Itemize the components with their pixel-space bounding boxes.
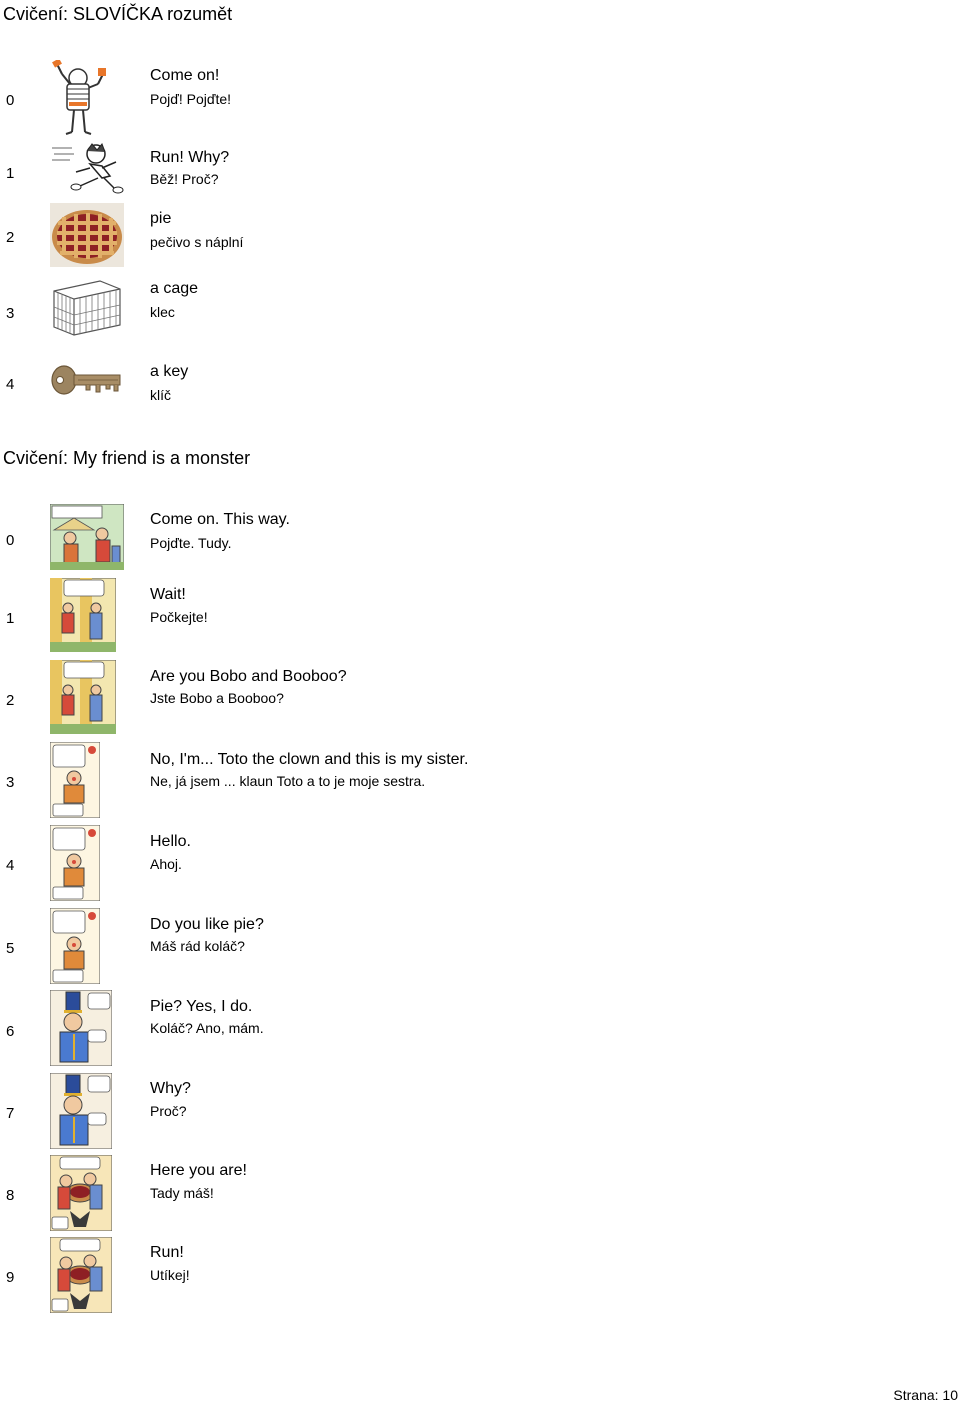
czech-translation: Ahoj. xyxy=(150,856,182,872)
item-number: 2 xyxy=(6,692,15,709)
item-number: 7 xyxy=(6,1105,15,1122)
czech-translation: Utíkej! xyxy=(150,1267,190,1283)
list-item xyxy=(0,1155,960,1231)
comic-panel-circus-icon xyxy=(50,504,124,570)
list-item xyxy=(0,1237,960,1313)
list-item xyxy=(0,1073,960,1149)
english-phrase: a key xyxy=(150,363,189,380)
comic-panel-clown-icon xyxy=(50,742,100,818)
section-title-slovicka: Cvičení: SLOVÍČKA rozumět xyxy=(3,4,233,24)
item-number: 9 xyxy=(6,1269,15,1286)
english-phrase: Hello. xyxy=(150,833,191,850)
czech-translation: Počkejte! xyxy=(150,609,208,625)
item-number: 0 xyxy=(6,532,15,549)
comic-panel-wait-icon xyxy=(50,578,116,652)
list-item xyxy=(0,142,960,198)
english-phrase: pie xyxy=(150,210,172,227)
item-number: 1 xyxy=(6,165,15,182)
item-number: 8 xyxy=(6,1187,15,1204)
czech-translation: Tady máš! xyxy=(150,1185,214,1201)
list-item xyxy=(0,203,960,269)
item-number: 4 xyxy=(6,857,15,874)
english-phrase: Come on! xyxy=(150,67,220,84)
list-item xyxy=(0,578,960,654)
czech-translation: klíč xyxy=(150,387,171,403)
figure-with-arms-up-icon xyxy=(50,60,110,136)
english-phrase: Wait! xyxy=(150,586,186,603)
czech-translation: pečivo s náplní xyxy=(150,234,244,250)
czech-translation: Pojďte. Tudy. xyxy=(150,535,232,551)
comic-panel-wait-icon xyxy=(50,660,116,734)
english-phrase: Do you like pie? xyxy=(150,916,264,933)
english-phrase: Run! Why? xyxy=(150,149,230,166)
english-phrase: Here you are! xyxy=(150,1162,247,1179)
list-item xyxy=(0,908,960,984)
czech-translation: klec xyxy=(150,304,175,320)
english-phrase: Why? xyxy=(150,1080,191,1097)
item-number: 5 xyxy=(6,940,15,957)
czech-translation: Běž! Proč? xyxy=(150,171,219,187)
item-number: 6 xyxy=(6,1023,15,1040)
czech-translation: Ne, já jsem ... klaun Toto a to je moje sestra. xyxy=(150,773,426,789)
list-item xyxy=(0,660,960,736)
key-icon xyxy=(50,360,124,400)
czech-translation: Koláč? Ano, mám. xyxy=(150,1020,264,1036)
list-item xyxy=(0,360,960,406)
list-item xyxy=(0,990,960,1066)
item-number: 3 xyxy=(6,774,15,791)
list-item xyxy=(0,60,960,138)
comic-panel-clown-icon xyxy=(50,825,100,901)
comic-panel-pie-throw-icon xyxy=(50,1155,112,1231)
running-boy-icon xyxy=(50,142,124,194)
list-item xyxy=(0,825,960,901)
list-item xyxy=(0,277,960,343)
list-item xyxy=(0,504,960,572)
english-phrase: No, I'm... Toto the clown and this is my sister. xyxy=(150,751,469,768)
comic-panel-clown-icon xyxy=(50,908,100,984)
pie-icon xyxy=(50,203,124,267)
cage-icon xyxy=(50,277,122,339)
item-number: 2 xyxy=(6,229,15,246)
english-phrase: Run! xyxy=(150,1244,184,1261)
item-number: 0 xyxy=(6,92,15,109)
czech-translation: Pojď! Pojďte! xyxy=(150,91,232,107)
comic-panel-pie-throw-icon xyxy=(50,1237,112,1313)
czech-translation: Proč? xyxy=(150,1103,187,1119)
czech-translation: Máš rád koláč? xyxy=(150,938,245,954)
item-number: 4 xyxy=(6,376,15,393)
section-title-my-friend: Cvičení: My friend is a monster xyxy=(3,448,251,468)
comic-panel-soldier-icon xyxy=(50,990,112,1066)
item-number: 3 xyxy=(6,305,15,322)
english-phrase: a cage xyxy=(150,280,199,297)
item-number: 1 xyxy=(6,610,15,627)
english-phrase: Pie? Yes, I do. xyxy=(150,998,253,1015)
page-number: Strana: 10 xyxy=(893,1387,958,1403)
english-phrase: Are you Bobo and Booboo? xyxy=(150,668,347,685)
comic-panel-soldier-icon xyxy=(50,1073,112,1149)
english-phrase: Come on. This way. xyxy=(150,511,290,528)
list-item xyxy=(0,742,960,818)
czech-translation: Jste Bobo a Booboo? xyxy=(150,690,284,706)
